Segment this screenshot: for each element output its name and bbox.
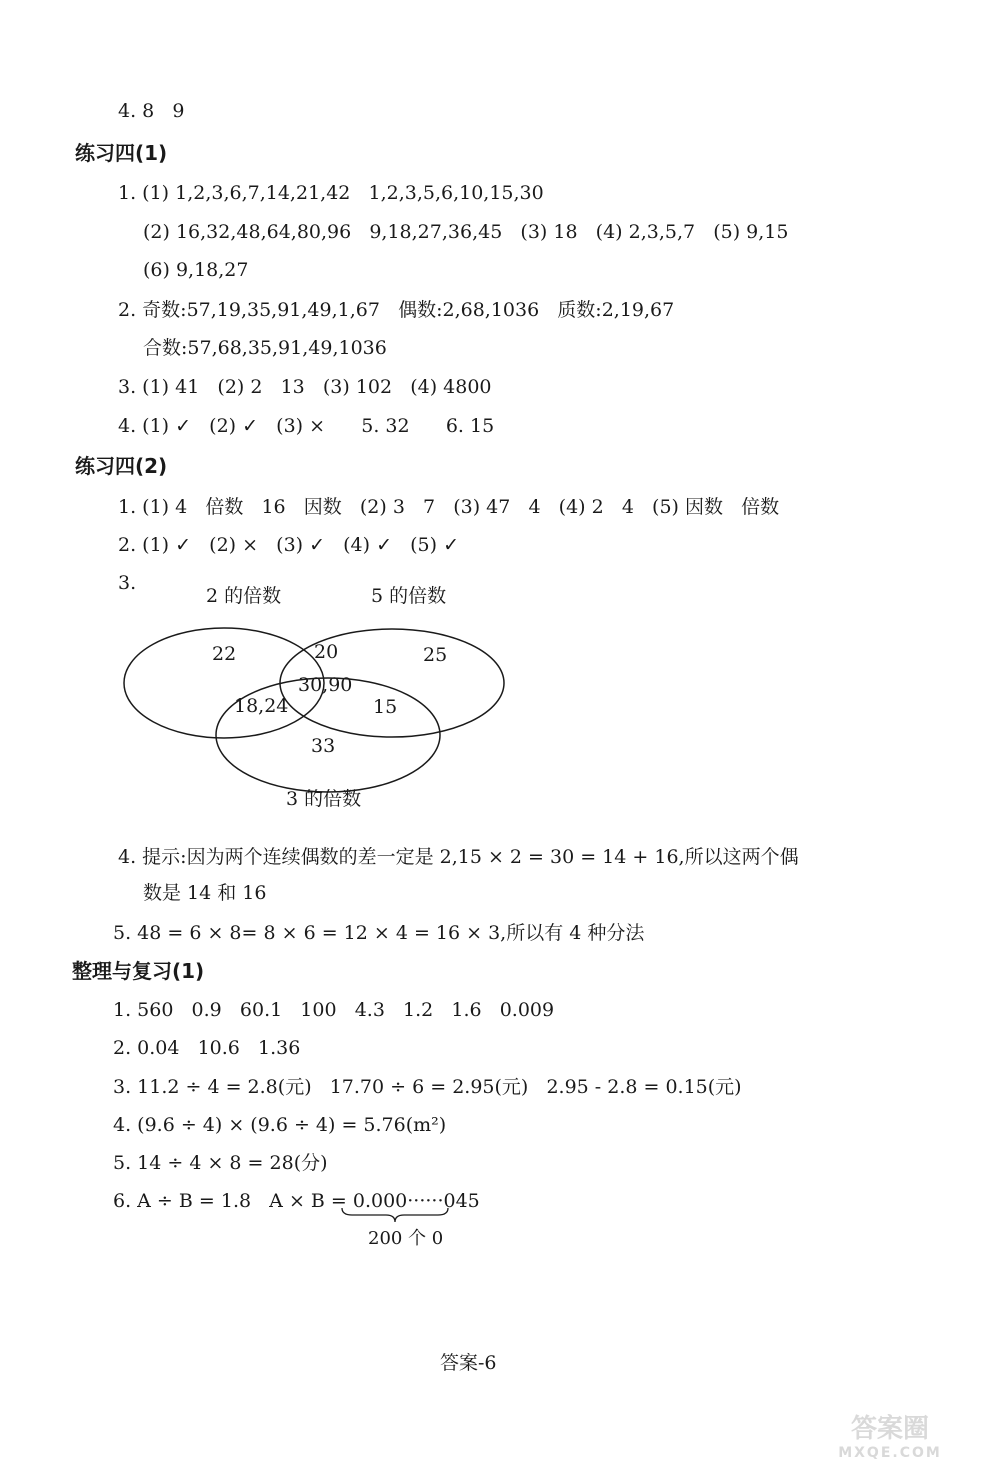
venn-only-3: 33 — [311, 735, 336, 757]
venn-all-three: 30,90 — [298, 674, 353, 696]
watermark-text: 答案圈 — [850, 1414, 929, 1444]
exercise-4-2-q4-line2: 数是 14 和 16 — [143, 882, 267, 904]
exercise-4-1-q2-line1: 2. 奇数:57,19,35,91,49,1,67 偶数:2,68,1036 质数:2,19,67 — [118, 299, 675, 321]
underbrace-label: 200 个 0 — [368, 1228, 444, 1249]
review-1-q5: 5. 14 ÷ 4 × 8 = 28(分) — [113, 1152, 328, 1174]
venn-label-3: 3 的倍数 — [286, 788, 362, 810]
exercise-4-1-q2-line2: 合数:57,68,35,91,49,1036 — [143, 337, 387, 359]
exercise-4-1-q1-line3: (6) 9,18,27 — [143, 259, 249, 281]
exercise-4-2-q3: 3. — [118, 572, 137, 594]
section-title-exercise-4-2: 练习四(2) — [75, 454, 168, 478]
exercise-4-1-q1-line1: 1. (1) 1,2,3,6,7,14,21,42 1,2,3,5,6,10,15,30 — [118, 182, 544, 204]
venn-only-5: 25 — [423, 644, 448, 666]
exercise-4-2-q1: 1. (1) 4 倍数 16 因数 (2) 3 7 (3) 47 4 (4) 2 4 (5) 因数 倍数 — [118, 496, 780, 518]
review-1-q3: 3. 11.2 ÷ 4 = 2.8(元) 17.70 ÷ 6 = 2.95(元) 2.95 - 2.8 = 0.15(元) — [113, 1076, 742, 1098]
venn-5-and-3: 15 — [373, 696, 398, 718]
exercise-4-1-q3: 3. (1) 41 (2) 2 13 (3) 102 (4) 4800 — [118, 376, 492, 398]
venn-label-2: 2 的倍数 — [206, 585, 282, 607]
venn-2-and-5: 20 — [314, 641, 339, 663]
page-number: 答案-6 — [440, 1352, 497, 1374]
answer-4-8-9: 4. 8 9 — [118, 100, 185, 122]
exercise-4-2-q4-line1: 4. 提示:因为两个连续偶数的差一定是 2,15 × 2 = 30 = 14 + 16,所以这两个偶 — [118, 846, 799, 868]
venn-label-5: 5 的倍数 — [371, 585, 447, 607]
venn-diagram — [100, 570, 560, 830]
venn-2-and-3: 18,24 — [234, 695, 289, 717]
review-1-q4: 4. (9.6 ÷ 4) × (9.6 ÷ 4) = 5.76(m²) — [113, 1114, 447, 1136]
watermark-url: MXQE.COM — [838, 1445, 942, 1461]
exercise-4-1-q4: 4. (1) ✓ (2) ✓ (3) × 5. 32 6. 15 — [118, 415, 495, 437]
section-title-exercise-4-1: 练习四(1) — [75, 141, 168, 165]
review-1-q2: 2. 0.04 10.6 1.36 — [113, 1037, 301, 1059]
venn-only-2: 22 — [212, 643, 237, 665]
review-1-q6: 6. A ÷ B = 1.8 A × B = 0.000······045 — [113, 1190, 480, 1212]
exercise-4-2-q2: 2. (1) ✓ (2) × (3) ✓ (4) ✓ (5) ✓ — [118, 534, 460, 556]
watermark-logo — [800, 1408, 980, 1461]
review-1-q1: 1. 560 0.9 60.1 100 4.3 1.2 1.6 0.009 — [113, 999, 555, 1021]
underbrace — [340, 1206, 450, 1224]
exercise-4-2-q5: 5. 48 = 6 × 8= 8 × 6 = 12 × 4 = 16 × 3,所以有 4 种分法 — [113, 922, 645, 944]
exercise-4-1-q1-line2: (2) 16,32,48,64,80,96 9,18,27,36,45 (3) 18 (4) 2,3,5,7 (5) 9,15 — [143, 221, 789, 243]
section-title-review-1: 整理与复习(1) — [72, 959, 205, 983]
